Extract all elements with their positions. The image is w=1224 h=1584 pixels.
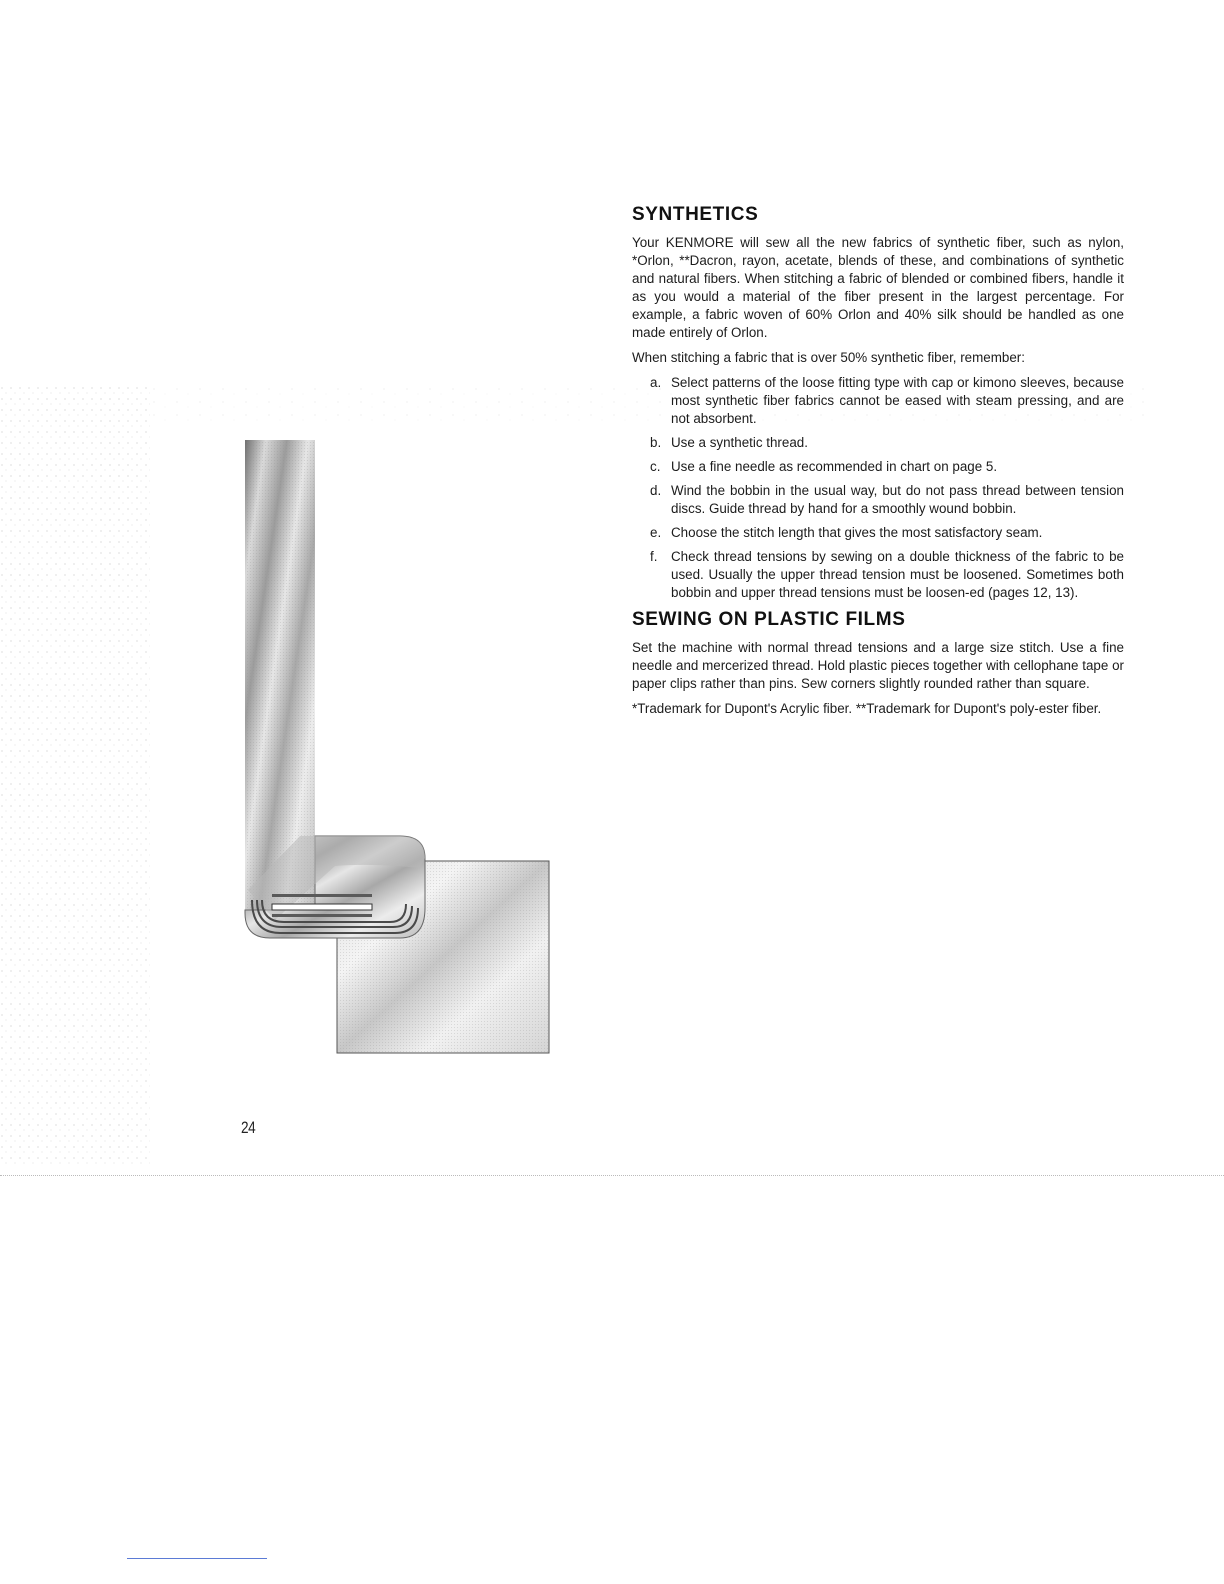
list-item (632, 482, 1124, 518)
page-number: 24 (241, 1118, 256, 1137)
synthetics-lead-in: When stitching a fabric that is over 50% synthetic fiber, remember: (632, 350, 1025, 365)
list-item (632, 458, 1124, 476)
list-item (632, 374, 1124, 428)
page-bottom-rule (0, 1175, 1224, 1176)
list-item-text: Wind the bobbin in the usual way, but do not pass thread between tension discs. Guide thread by hand for a smoothly wound bobbin. (671, 483, 1124, 516)
synthetics-heading: SYNTHETICS (632, 204, 759, 225)
main-text-column (632, 203, 1124, 725)
blue-rule (127, 1558, 267, 1559)
list-item-text: Use a fine needle as recommended in chart on page 5. (671, 459, 998, 474)
fabric-bolt-icon (240, 438, 552, 1056)
list-item (632, 524, 1124, 542)
list-item-text: Use a synthetic thread. (671, 435, 808, 450)
list-item-text: Choose the stitch length that gives the most satisfactory seam. (671, 525, 1043, 540)
scan-noise (0, 385, 150, 1165)
synthetics-steps (632, 374, 1124, 602)
plastic-films-body: Set the machine with normal thread tensions and a large size stitch. Use a fine needle and mercerized thread. Hold plastic pieces together with cellophane tape or paper clips rather than pins. Sew corners slightly rounded rather than square. (632, 640, 1124, 691)
list-marker: f. (650, 549, 658, 564)
list-item-text: Select patterns of the loose fitting type with cap or kimono sleeves, because most synthetic fiber fabrics cannot be eased with steam pressing, and are not absorbent. (671, 375, 1124, 426)
list-marker: a. (650, 375, 662, 390)
list-item (632, 548, 1124, 602)
list-item-text: Check thread tensions by sewing on a double thickness of the fabric to be used. Usually the upper thread tension must be loosened. Sometimes both bobbin and upper thread tensions must be loosen-ed (pages 12, 13). (671, 549, 1124, 600)
list-marker: d. (650, 483, 662, 498)
list-item (632, 434, 1124, 452)
list-marker: b. (650, 435, 662, 450)
list-marker: c. (650, 459, 661, 474)
list-marker: e. (650, 525, 662, 540)
synthetics-intro: Your KENMORE will sew all the new fabrics of synthetic fiber, such as nylon, *Orlon, **Dacron, rayon, acetate, blends of these, and combinations of synthetic and natural fibers. When stitching a fabric of blended or combined fibers, handle it as you would a material of the fiber present in the largest percentage. For example, a fabric woven of 60% Orlon and 40% silk should be handled as one made entirely of Orlon. (632, 235, 1124, 340)
plastic-films-heading: SEWING ON PLASTIC FILMS (632, 609, 906, 630)
trademark-footnote: *Trademark for Dupont's Acrylic fiber. **Trademark for Dupont's poly-ester fiber. (632, 701, 1102, 716)
